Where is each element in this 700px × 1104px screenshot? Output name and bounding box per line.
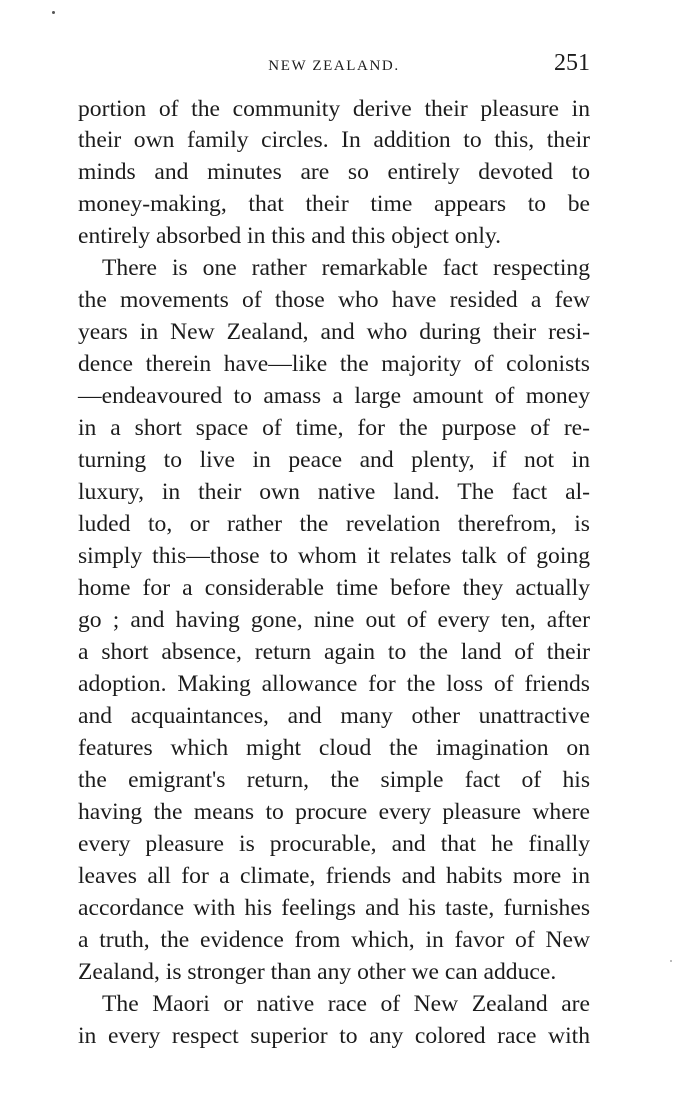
text-line: every pleasure is procurable, and that he finally (78, 831, 590, 857)
text-line: features which might cloud the imagination on (78, 735, 590, 761)
text-line: turning to live in peace and plenty, if not in (78, 447, 590, 473)
paper-speck (670, 960, 672, 962)
text-line: money-making, that their time appears to be (78, 191, 590, 217)
text-line: Zealand, is stronger than any other we can adduce. (78, 959, 557, 985)
text-line: the movements of those who have resided a few (78, 287, 590, 313)
text-line: home for a considerable time before they actually (78, 575, 590, 601)
page-number: 251 (554, 50, 590, 76)
text-line: accordance with his feelings and his taste, furnishes (78, 895, 590, 921)
text-line: leaves all for a climate, friends and habits more in (78, 863, 590, 889)
running-head (78, 50, 590, 84)
text-line: in every respect superior to any colored race with (78, 1023, 590, 1049)
text-line: simply this—those to whom it relates talk of going (78, 543, 590, 569)
text-line: portion of the community derive their pleasure in (78, 96, 590, 122)
text-line: go ; and having gone, nine out of every ten, after (78, 607, 590, 633)
text-line: a truth, the evidence from which, in favor of New (78, 927, 590, 953)
text-line: luxury, in their own native land. The fact al- (78, 479, 590, 505)
text-line: years in New Zealand, and who during their resi- (78, 319, 590, 345)
text-line: minds and minutes are so entirely devoted to (78, 159, 590, 185)
text-line: —endeavoured to amass a large amount of money (78, 383, 590, 409)
text-line: in a short space of time, for the purpose of re- (78, 415, 590, 441)
print-mark (52, 11, 55, 14)
text-line: the emigrant's return, the simple fact of his (78, 767, 590, 793)
paragraph-first-line: The Maori or native race of New Zealand are (102, 991, 590, 1017)
text-line: dence therein have—like the majority of colonists (78, 351, 590, 377)
running-title: NEW ZEALAND. (268, 58, 400, 74)
text-line: a short absence, return again to the land of their (78, 639, 590, 665)
text-line: their own family circles. In addition to this, their (78, 127, 590, 153)
text-line: and acquaintances, and many other unattractive (78, 703, 590, 729)
text-line: entirely absorbed in this and this object only. (78, 223, 502, 249)
text-line: having the means to procure every pleasure where (78, 799, 590, 825)
text-line: adoption. Making allowance for the loss of friends (78, 671, 590, 697)
paragraph-first-line: There is one rather remarkable fact respecting (102, 255, 590, 281)
text-line: luded to, or rather the revelation therefrom, is (78, 511, 590, 537)
